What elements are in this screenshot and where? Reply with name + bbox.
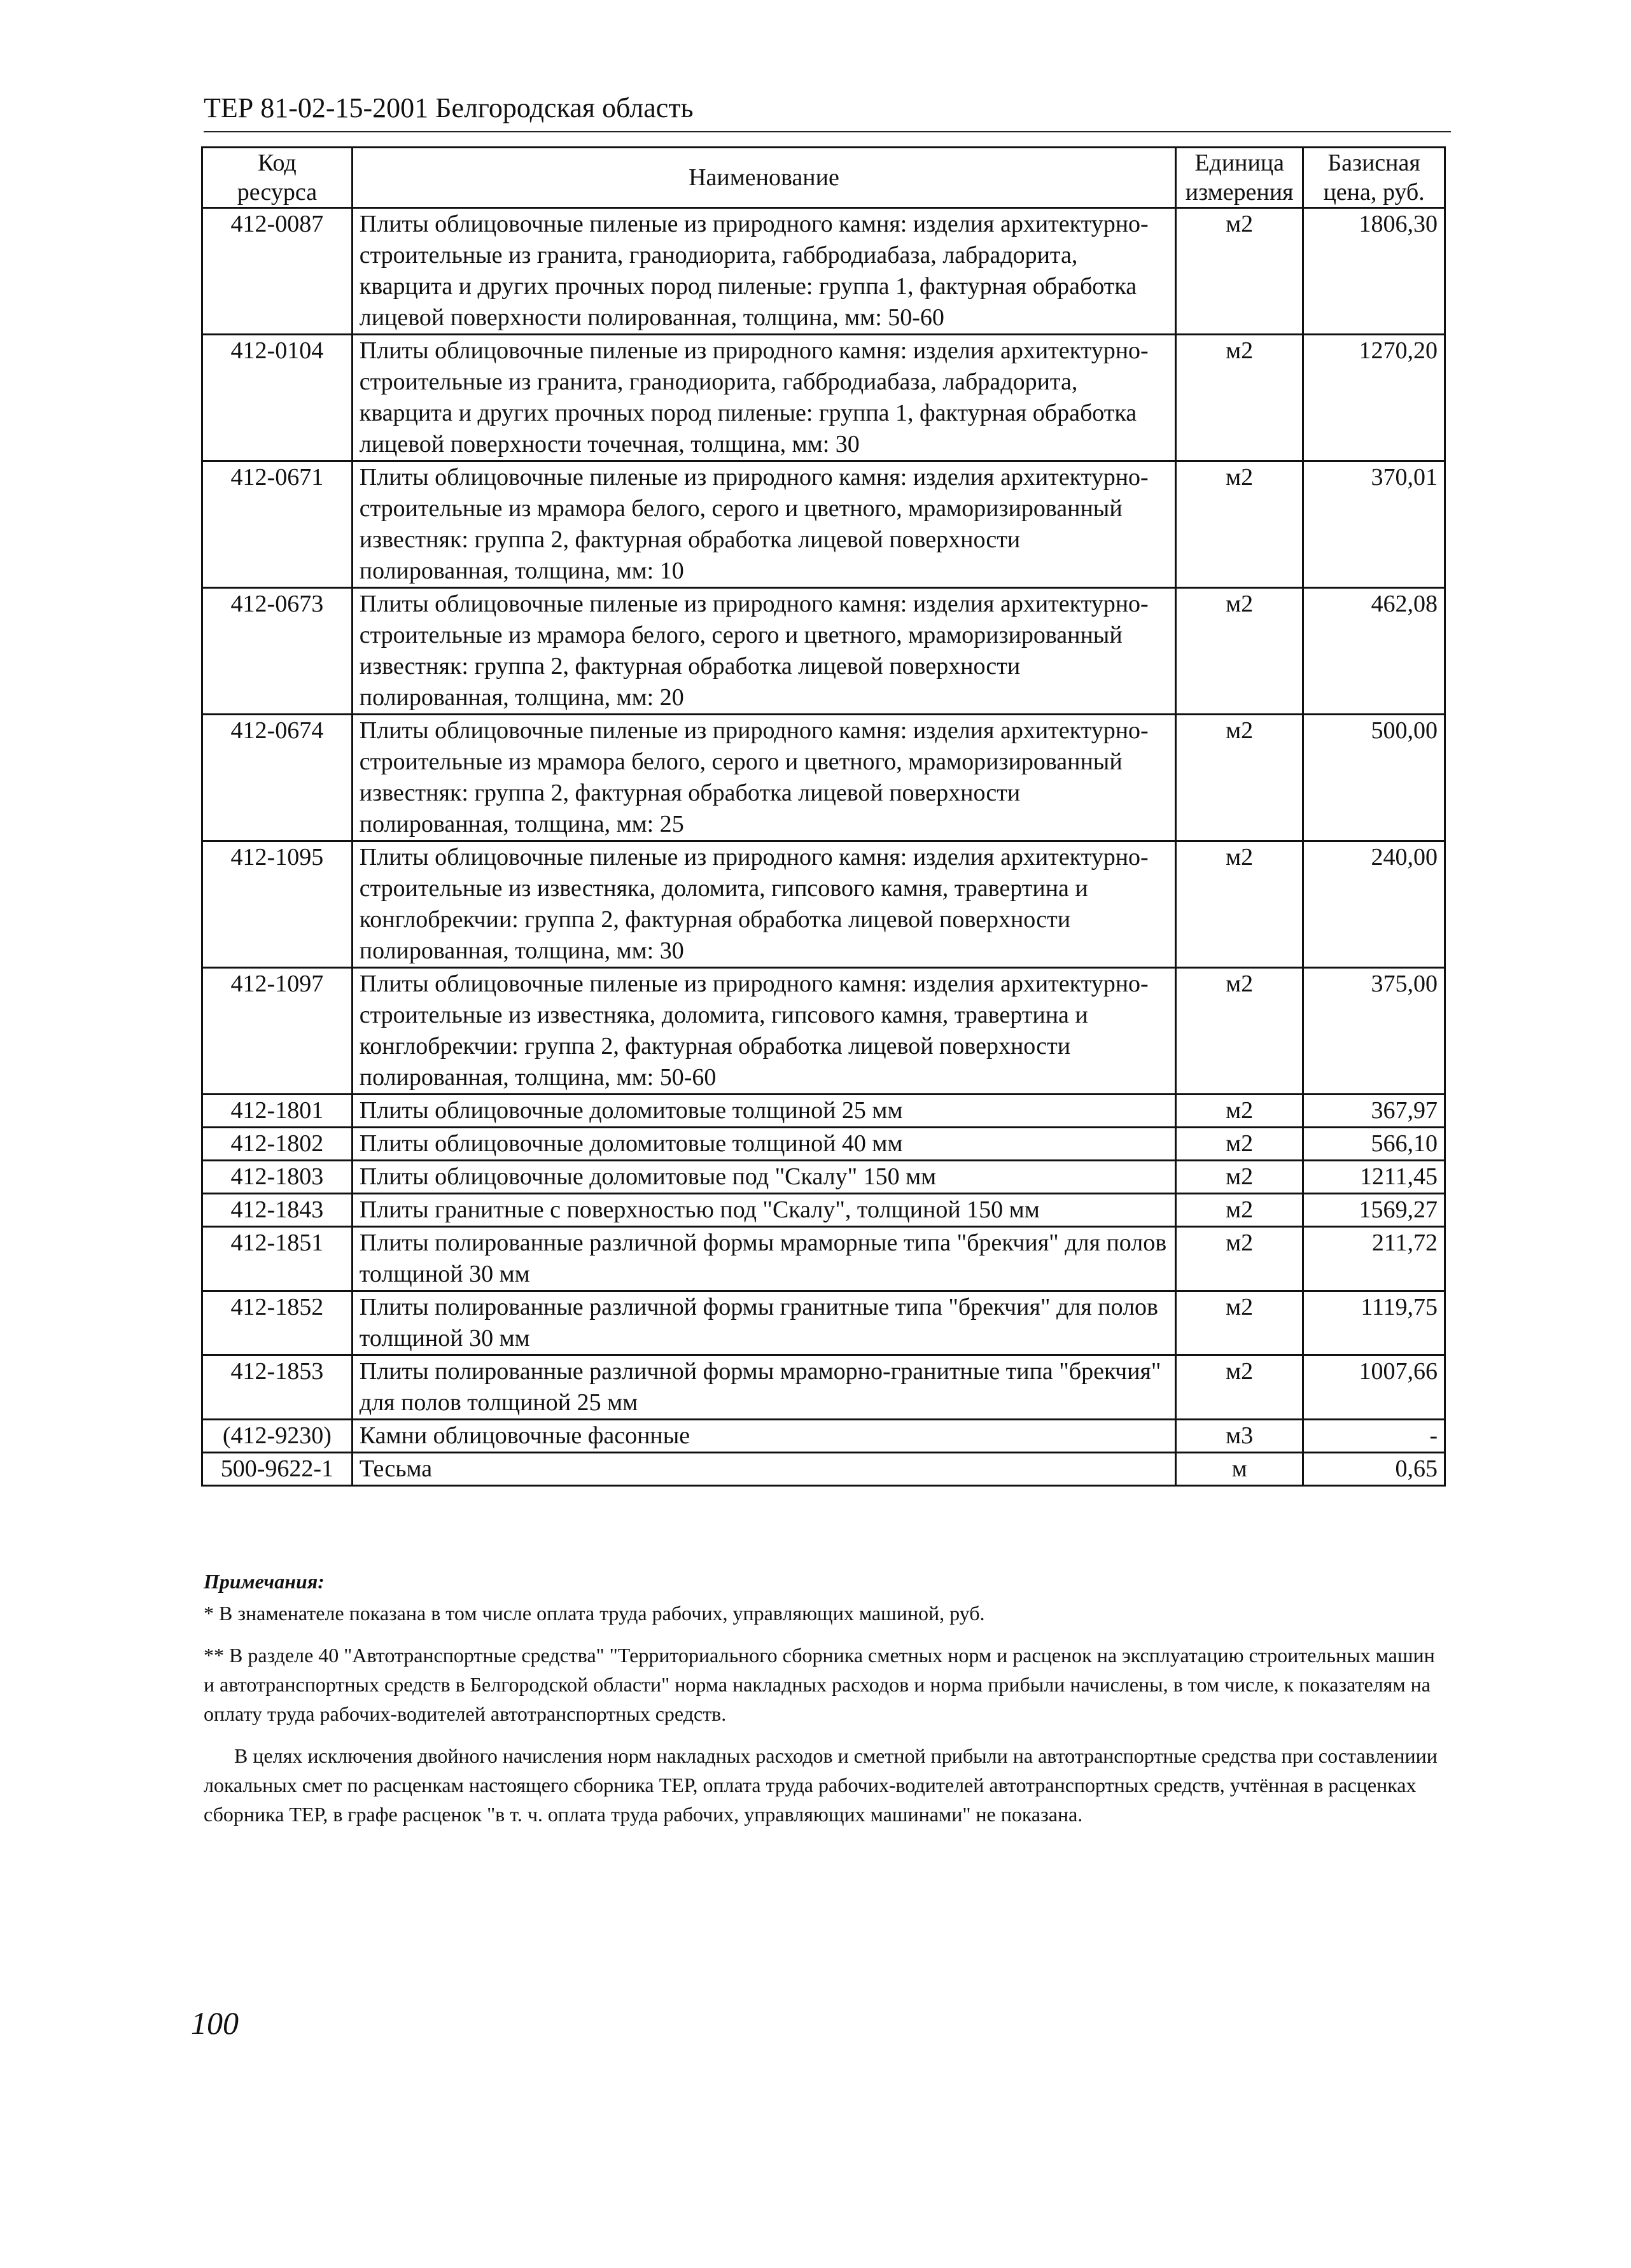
price-table [201,146,1446,1487]
cell-code: 412-0671 [202,461,353,588]
cell-code: 412-1852 [202,1291,353,1355]
header-price [1303,148,1445,208]
notes-title: Примечания: [204,1570,325,1593]
cell-name: Плиты полированные различной формы гранитные типа "брекчия" для полов толщиной 30 мм [352,1291,1175,1355]
cell-name: Плиты облицовочные пиленые из природного камня: изделия архитектурно-строительные из мрамора белого, серого и цветного, мраморизированный известняк: группа 2, фактурная обработка лицевой поверхности полированная, толщина, мм: 20 [352,588,1175,715]
cell-unit: м3 [1176,1420,1303,1453]
cell-price: 566,10 [1303,1128,1445,1161]
cell-name: Плиты полированные различной формы мраморные типа "брекчия" для полов толщиной 30 мм [352,1227,1175,1291]
cell-price: - [1303,1420,1445,1453]
cell-unit: м [1176,1453,1303,1486]
cell-unit: м2 [1176,841,1303,968]
cell-price: 1119,75 [1303,1291,1445,1355]
table-row [202,1291,1445,1355]
table-row [202,1194,1445,1227]
table-row [202,1128,1445,1161]
header-unit [1176,148,1303,208]
cell-price: 375,00 [1303,968,1445,1095]
header-unit-line1: Единица [1194,150,1285,176]
table-row [202,841,1445,968]
cell-code: 412-1853 [202,1355,353,1420]
cell-unit: м2 [1176,968,1303,1095]
cell-code: 412-0087 [202,208,353,335]
header-price-line1: Базисная [1327,150,1420,176]
cell-unit: м2 [1176,461,1303,588]
cell-name: Плиты облицовочные пиленые из природного камня: изделия архитектурно-строительные из гранита, гранодиорита, габбродиабаза, лабрадорита, кварцита и других прочных пород пиленые: группа 1, фактурная обработка лицевой поверхности точечная, толщина, мм: 30 [352,335,1175,461]
cell-price: 370,01 [1303,461,1445,588]
cell-code: 412-1801 [202,1095,353,1128]
cell-name: Плиты облицовочные доломитовые под "Скалу" 150 мм [352,1161,1175,1194]
cell-code: 412-1843 [202,1194,353,1227]
table-row [202,968,1445,1095]
cell-name: Плиты облицовочные доломитовые толщиной 25 мм [352,1095,1175,1128]
cell-unit: м2 [1176,1194,1303,1227]
table-row [202,1227,1445,1291]
cell-code: 412-1802 [202,1128,353,1161]
cell-unit: м2 [1176,1227,1303,1291]
header-price-line2: цена, руб. [1323,179,1425,206]
cell-name: Плиты облицовочные пиленые из природного камня: изделия архитектурно-строительные из гранита, гранодиорита, габбродиабаза, лабрадорита, кварцита и других прочных пород пиленые: группа 1, фактурная обработка лицевой поверхности полированная, толщина, мм: 50-60 [352,208,1175,335]
header-unit-line2: измерения [1185,179,1294,206]
notes-section [204,1567,1445,1842]
page-number: 100 [191,2005,239,2041]
cell-price: 462,08 [1303,588,1445,715]
cell-unit: м2 [1176,1128,1303,1161]
cell-unit: м2 [1176,1161,1303,1194]
cell-unit: м2 [1176,715,1303,841]
cell-price: 240,00 [1303,841,1445,968]
table-row [202,1161,1445,1194]
cell-code: 412-1851 [202,1227,353,1291]
cell-unit: м2 [1176,1355,1303,1420]
table-row [202,715,1445,841]
cell-code: 412-0673 [202,588,353,715]
cell-name: Тесьма [352,1453,1175,1486]
cell-code: 412-0674 [202,715,353,841]
cell-code: 500-9622-1 [202,1453,353,1486]
cell-name: Плиты облицовочные доломитовые толщиной 40 мм [352,1128,1175,1161]
cell-price: 211,72 [1303,1227,1445,1291]
cell-price: 1007,66 [1303,1355,1445,1420]
cell-unit: м2 [1176,208,1303,335]
cell-name: Плиты облицовочные пиленые из природного камня: изделия архитектурно-строительные из известняка, доломита, гипсового камня, травертина и конглобрекчии: группа 2, фактурная обработка лицевой поверхности полированная, толщина, мм: 50-60 [352,968,1175,1095]
header-name: Наименование [352,148,1175,208]
cell-name: Камни облицовочные фасонные [352,1420,1175,1453]
table-row [202,335,1445,461]
table-row [202,208,1445,335]
page-header: ТЕР 81-02-15-2001 Белгородская область [204,89,1451,132]
cell-price: 1270,20 [1303,335,1445,461]
table-row [202,1095,1445,1128]
note-1: * В знаменателе показана в том числе оплата труда рабочих, управляющих машиной, руб. [204,1602,985,1625]
table-row [202,1420,1445,1453]
cell-unit: м2 [1176,1291,1303,1355]
header-code-line2: ресурса [237,179,318,206]
header-code [202,148,353,208]
table-header-row [202,148,1445,208]
cell-name: Плиты гранитные с поверхностью под "Скалу", толщиной 150 мм [352,1194,1175,1227]
cell-unit: м2 [1176,1095,1303,1128]
cell-price: 500,00 [1303,715,1445,841]
cell-code: 412-0104 [202,335,353,461]
cell-name: Плиты полированные различной формы мраморно-гранитные типа "брекчия" для полов толщиной 25 мм [352,1355,1175,1420]
cell-name: Плиты облицовочные пиленые из природного камня: изделия архитектурно-строительные из известняка, доломита, гипсового камня, травертина и конглобрекчии: группа 2, фактурная обработка лицевой поверхности полированная, толщина, мм: 30 [352,841,1175,968]
header-code-line1: Код [258,150,297,176]
cell-code: 412-1095 [202,841,353,968]
table-row [202,588,1445,715]
table-row [202,461,1445,588]
table-row [202,1453,1445,1486]
cell-price: 1806,30 [1303,208,1445,335]
cell-unit: м2 [1176,335,1303,461]
cell-name: Плиты облицовочные пиленые из природного камня: изделия архитектурно-строительные из мрамора белого, серого и цветного, мраморизированный известняк: группа 2, фактурная обработка лицевой поверхности полированная, толщина, мм: 10 [352,461,1175,588]
notes-paragraph: В целях исключения двойного начисления норм накладных расходов и сметной прибыли на автотранспортные средства при составлениии локальных смет по расценкам настоящего сборника ТЕР, оплата труда рабочих-водителей автотранспортных средств, учтённая в расценках сборника ТЕР, в графе расценок "в т. ч. оплата труда рабочих, управляющих машинами" не показана. [204,1744,1438,1826]
cell-price: 367,97 [1303,1095,1445,1128]
cell-price: 1569,27 [1303,1194,1445,1227]
cell-price: 0,65 [1303,1453,1445,1486]
note-2: ** В разделе 40 "Автотранспортные средства" "Территориального сборника сметных норм и расценок на эксплуатацию строительных машин и автотранспортных средств в Белгородской области" норма накладных расходов и норма прибыли начислены, в том числе, к показателям на оплату труда рабочих-водителей автотранспортных средств. [204,1644,1435,1725]
cell-code: (412-9230) [202,1420,353,1453]
cell-code: 412-1097 [202,968,353,1095]
cell-price: 1211,45 [1303,1161,1445,1194]
cell-unit: м2 [1176,588,1303,715]
cell-code: 412-1803 [202,1161,353,1194]
cell-name: Плиты облицовочные пиленые из природного камня: изделия архитектурно-строительные из мрамора белого, серого и цветного, мраморизированный известняк: группа 2, фактурная обработка лицевой поверхности полированная, толщина, мм: 25 [352,715,1175,841]
table-row [202,1355,1445,1420]
